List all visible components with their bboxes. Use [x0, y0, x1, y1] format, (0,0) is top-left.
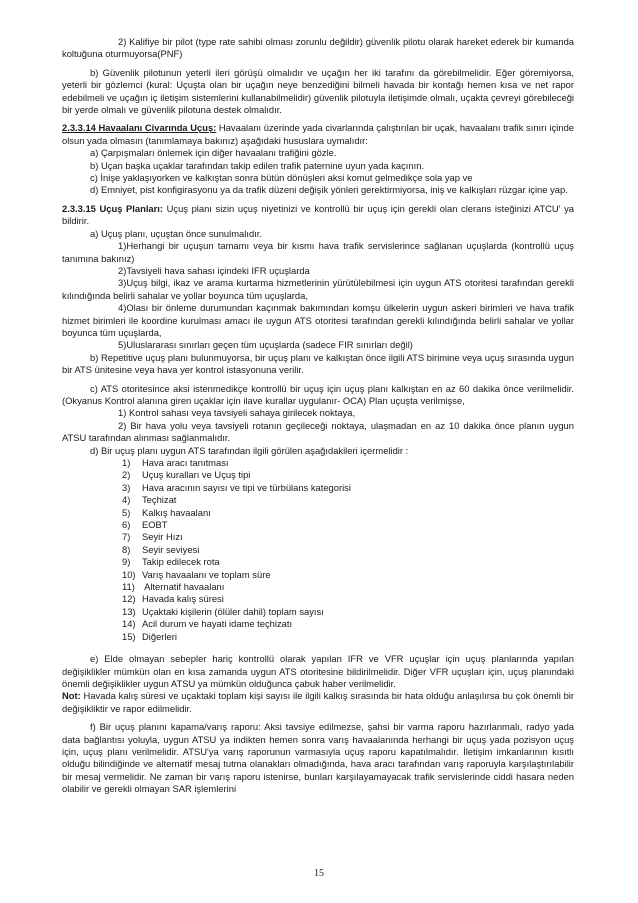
- list-item-text: 1)Herhangi bir uçuşun tamamı veya bir kısmı hava trafik servislerince sağlanan uçuşlarda (kontrollü uçuş tanımına bakınız): [62, 240, 574, 264]
- section-intro: [62, 203, 574, 228]
- flight-plan-item-text: Teçhizat: [142, 494, 177, 506]
- flight-plan-item: [122, 569, 574, 581]
- flight-plan-item-number: 1): [122, 457, 131, 468]
- flight-plan-item-text: Kalkış havaalanı: [142, 506, 211, 518]
- flight-plan-item-text: Uçaktaki kişilerin (ölüler dahil) toplam sayısı: [142, 605, 324, 617]
- flight-plan-item-number: 13): [122, 605, 136, 617]
- flight-plan-item-text: Alternatif havaalanı: [142, 581, 225, 593]
- flight-plan-item: [122, 556, 574, 568]
- list-item: [62, 240, 574, 265]
- list-item: a) Çarpışmaları önlemek için diğer havaalanı trafiğini gözle.: [90, 147, 337, 159]
- subsection-a: a) Uçuş planı, uçuştan önce sunulmalıdır.: [90, 227, 262, 239]
- list-item: 5)Uluslararası sınırları geçen tüm uçuşlarda (sadece FIR sınırları değil): [118, 339, 413, 351]
- flight-plan-item-number: 3): [122, 481, 131, 493]
- list-item: c) İnişe yaklaşıyorken ve kalkıştan sonra bütün dönüşleri aksi komut gelmedikçe sola yap ve: [90, 172, 473, 184]
- subsection-text: e) Elde olmayan sebepler hariç kontrollü olarak yapılan IFR ve VFR uçuşlar için uçuş planlarında yapılan değişiklikler mümkün olan en kısa zamanda uygun ATS otoritesine bildirilmelidir. Diğer VFR uçuşları için, uçuş planındaki önemli değişiklikler uygun ATSU ya mümkün olduğunca çabuk haber verilmelidir.: [62, 653, 574, 689]
- subsection-text: c) ATS otoritesince aksi istenmedikçe kontrollü bir uçuş için uçuş planı kalkıştan en az 60 dakika önce verilmelidir.(Okyanus Kontrol alanına giren uçaklar için ilave kurallar uygulanır- OCA) Plan uçuşta verilmişse,: [62, 382, 574, 406]
- flight-plan-items-list: [62, 457, 574, 643]
- section-2-3-3-14: [62, 122, 574, 196]
- section-intro-text: Havaalanı üzerinde yada civarlarında çalıştırılan bir uçak, havaalanı trafik sınırı içinde olsun yada olmasın (tanımlamaya bakınız) aşağıdaki hususlara uymalıdır:: [62, 122, 574, 146]
- flight-plan-item-text: Varış havaalanı ve toplam süre: [142, 568, 271, 580]
- flight-plan-item-number: 8): [122, 543, 131, 555]
- flight-plan-item-number: 4): [122, 494, 131, 506]
- flight-plan-item: [122, 581, 574, 593]
- subsection-text: b) Repetitive uçuş planı bulunmuyorsa, bir uçuş planı ve kalkıştan önce ilgili ATS birimine veya uçuş sırasında uygun bir ATS ünitesine veya hava yer kontrol istasyonuna verilir.: [62, 351, 574, 376]
- paragraph-text: 2) Kalifiye bir pilot (type rate sahibi olması zorunlu değildir) güvenlik pilotu olarak hareket ederek bir kumanda koltuğuna oturmuyorsa(PNF): [62, 36, 574, 60]
- flight-plan-item-text: Havada kalış süresi: [142, 593, 224, 605]
- list-item: [62, 420, 574, 445]
- flight-plan-item: [122, 544, 574, 556]
- section-heading: 2.3.3.15 Uçuş Planları:: [62, 202, 164, 214]
- flight-plan-item-text: Takip edilecek rota: [142, 556, 220, 568]
- list-item: [62, 277, 574, 302]
- subsection-e-block: [62, 653, 574, 715]
- subsection-b: [62, 352, 574, 377]
- flight-plan-item-number: 14): [122, 618, 136, 630]
- flight-plan-item-text: Hava aracının sayısı ve tipi ve türbülans kategorisi: [142, 481, 351, 493]
- subsection-c: [62, 383, 574, 408]
- flight-plan-item: [122, 618, 574, 630]
- section-heading: 2.3.3.14 Havaalanı Civarında Uçuş:: [62, 122, 217, 134]
- flight-plan-item-number: 15): [122, 630, 136, 642]
- flight-plan-item-text: Hava aracı tanıtması: [142, 457, 229, 468]
- flight-plan-item-text: Acil durum ve hayati idame teçhizatı: [142, 618, 293, 630]
- note-text: Havada kalış süresi ve uçaktaki toplam kişi sayısı ile ilgili kalkış sırasında bir hata olduğu anlaşılırsa bu çok önemli bir değişikliktir ve rapor edilmelidir.: [62, 690, 574, 714]
- flight-plan-item: [122, 507, 574, 519]
- list-item: 2)Tavsiyeli hava sahası içindeki IFR uçuşlarda: [118, 264, 310, 276]
- flight-plan-item: [122, 593, 574, 605]
- list-item: [62, 184, 574, 196]
- flight-plan-item-number: 7): [122, 531, 131, 543]
- flight-plan-item: [122, 469, 574, 481]
- flight-plan-item-number: 5): [122, 506, 131, 518]
- flight-plan-item: [122, 606, 574, 618]
- section-intro: [62, 122, 574, 147]
- subsection-e: [62, 653, 574, 690]
- subsection-c-block: [62, 383, 574, 644]
- flight-plan-item-text: EOBT: [142, 519, 168, 531]
- paragraph-kalifiye-pilot: [62, 36, 574, 61]
- flight-plan-item-number: 12): [122, 593, 136, 605]
- list-item: b) Uçan başka uçaklar tarafından takip edilen trafik paternine uyun yada kaçının.: [90, 159, 425, 171]
- flight-plan-item-number: 2): [122, 469, 131, 481]
- document-page: [62, 36, 574, 802]
- flight-plan-item-number: 11): [122, 581, 135, 593]
- flight-plan-item: [122, 482, 574, 494]
- list-item-text: 4)Olası bir önleme durumundan kaçınmak bakımından komşu ülkelerin uygun askeri birimleri ve hava trafik hizmet birimleri ile koordine kurulması amacı ile uygun ATS otoritesi tarafından gerekli kılındığında belirli sahalar ve yollar boyunca tüm uçuşlarda,: [62, 302, 574, 338]
- page-number: 15: [314, 868, 324, 879]
- flight-plan-item-text: Seyir Hızı: [142, 531, 183, 543]
- subsection-d: d) Bir uçuş planı uygun ATS tarafından ilgili görülen aşağıdakileri içermelidir :: [90, 444, 409, 456]
- flight-plan-item-number: 6): [122, 519, 131, 531]
- paragraph-text: b) Güvenlik pilotunun yeterli ileri görüşü olmalıdır ve uçağın her iki tarafını da görebilmelidir. Eğer göremiyorsa, yeterli bir gözlemci (kural: Uçuşta olan bir uçağın neye benzediğini bilmeli havada bir kontağı hemen kısa ve net rapor edebilmeli ve uçağın iç iletişim sistemlerini kullanabilmelidir) güvenlik pilotuyla iletişimde olmalı, uçakta çevreyi görebileceği bir yerde olmalı ve güvenlik pilotuna destek olmalıdır.: [62, 66, 574, 116]
- flight-plan-item: [122, 457, 574, 469]
- section-2-3-3-15: [62, 203, 574, 377]
- paragraph-guvenlik-pilotu: [62, 67, 574, 117]
- flight-plan-item-text: Diğerleri: [142, 630, 177, 642]
- subsection-f: [62, 721, 574, 795]
- subsection-text: f) Bir uçuş planını kapama/varış raporu: Aksi tavsiye edilmezse, şahsi bir varma raporu hazırlanmalı, radyo yada data bağlantısı yoluyla, uygun ATSU ya indikten hemen sonra varış havaalanında herhangi bir uçuş yada pozisyon uçuş için, uçuş planı verilmelidir. ATSU'ya varış raporunun varmasıyla uçuş raporu kapatılmalıdır. İletişim imkanlarının kısıtlı olduğu bilindiğinde ve alternatif mesaj tutma olanakları olmadığında, hava aracı tarafından varış raporuyla karşılaştırılabilir bir mesaj vermelidir. Ne zaman bir varış raporu istenirse, bunları karşılayamayacak trafik servislerinde ciddi hasara neden olabilir ve gerekli olmayan SAR işlemlerini: [62, 721, 574, 795]
- list-item-text: 2) Bir hava yolu veya tavsiyeli rotanın geçileceği noktaya, ulaşmadan en az 10 dakika önce planın uygun ATSU tarafından alınması sağlanmalıdır.: [62, 419, 574, 444]
- note-label: Not:: [62, 690, 81, 702]
- list-item: [62, 302, 574, 339]
- flight-plan-item: [122, 519, 574, 531]
- flight-plan-item: [122, 631, 574, 643]
- note: [62, 690, 574, 715]
- list-item-text: 3)Uçuş bilgi, ikaz ve arama kurtarma hizmetlerinin yürütülebilmesi için uygun ATS otoritesi tarafından gerekli kılındığında belirli sahalar ve yollar boyunca tüm uçuşlarda,: [62, 277, 574, 301]
- list-item: 1) Kontrol sahası veya tavsiyeli sahaya girilecek noktaya,: [118, 407, 356, 419]
- flight-plan-item-text: Seyir seviyesi: [142, 543, 200, 555]
- flight-plan-item-text: Uçuş kuralları ve Uçuş tipi: [142, 469, 251, 481]
- flight-plan-item-number: 10): [122, 568, 136, 580]
- list-item-text: d) Emniyet, pist konfigirasyonu ya da trafik düzeni değişik yönleri gerektirmiyorsa, iniş ve kalkışları rüzgar içine yap.: [90, 184, 568, 196]
- flight-plan-item-number: 9): [122, 556, 131, 568]
- flight-plan-item: [122, 494, 574, 506]
- flight-plan-item: [122, 531, 574, 543]
- section-intro-text: Uçuş planı sizin uçuş niyetinizi ve kontrollü bir uçuş için gerekli olan clerans isteğinizi ATCU' ya bildirir.: [62, 202, 574, 227]
